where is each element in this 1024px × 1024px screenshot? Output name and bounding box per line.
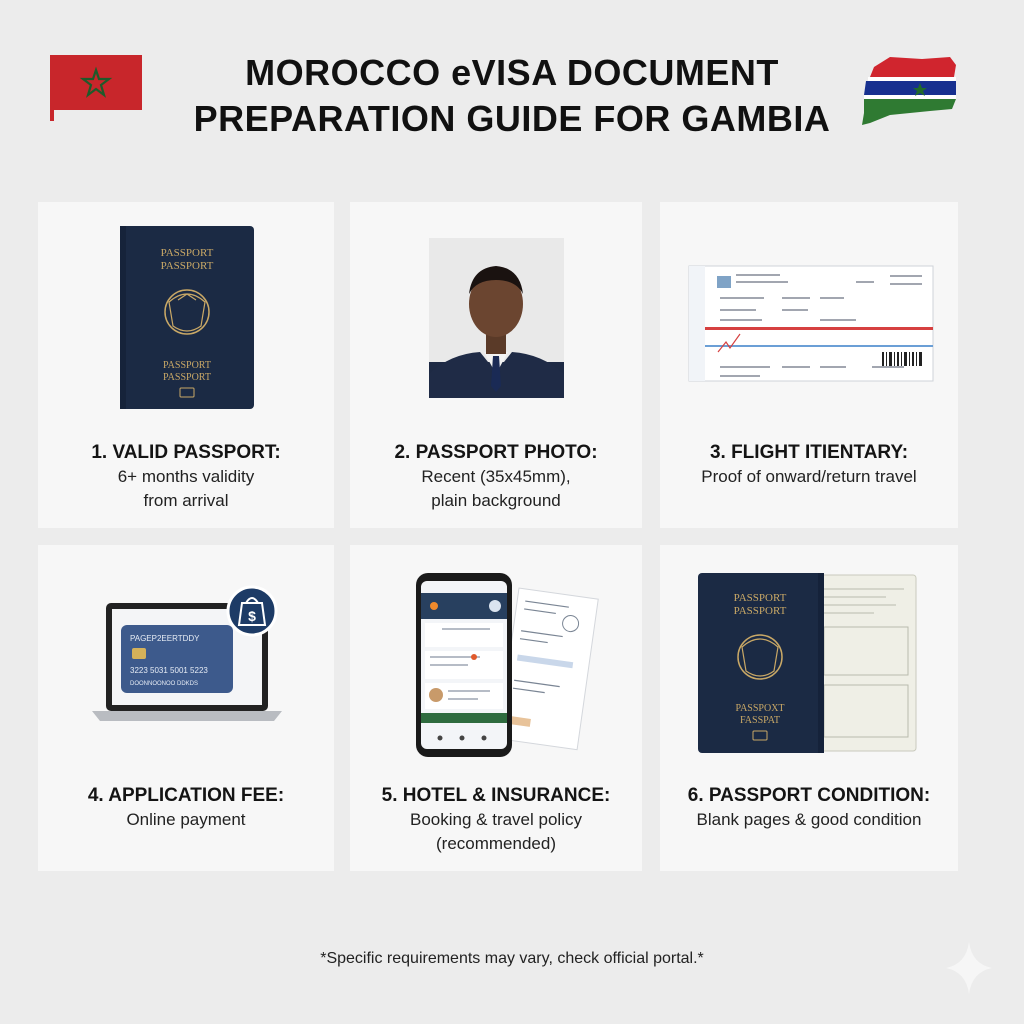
- title-line-2: PREPARATION GUIDE FOR GAMBIA: [193, 98, 831, 139]
- card-desc-line-1: Blank pages & good condition: [696, 810, 922, 829]
- card-text-1: PAGEP2EERTDDY: [130, 634, 200, 643]
- card-desc-line-2: from arrival: [143, 491, 229, 510]
- card-hotel-insurance: [350, 545, 642, 871]
- passport-text-2: PASSPORT: [160, 260, 214, 272]
- sparkle-icon: [944, 940, 994, 996]
- card-heading: 1. VALID PASSPORT:: [91, 442, 281, 463]
- card-description: [38, 465, 334, 513]
- card-valid-passport: [38, 202, 334, 528]
- card-heading: 4. APPLICATION FEE:: [87, 785, 285, 806]
- footnote: *Specific requirements may vary, check official portal.*: [320, 950, 704, 967]
- card-passport-photo: [350, 202, 642, 528]
- card-desc-line-1: Booking & travel policy: [410, 810, 582, 829]
- gambia-map-flag-icon: [860, 55, 960, 127]
- phone-booking-icon: [350, 545, 642, 765]
- card-description: [350, 808, 642, 856]
- passport-text-4: PASSPORT: [163, 372, 211, 383]
- passport-icon: [38, 202, 334, 422]
- passport-text-4: FASSPAT: [739, 715, 781, 726]
- card-heading: 3. FLIGHT ITIENTARY:: [709, 442, 909, 463]
- card-text-3: DOONNOONOO DDKDS: [130, 681, 199, 687]
- card-text-2: 3223 5031 5001 5223: [130, 666, 208, 675]
- card-desc-line-1: 6+ months validity: [117, 467, 255, 486]
- card-description: [660, 808, 958, 832]
- card-flight-itinerary: [660, 202, 958, 528]
- card-desc-line-1: Online payment: [126, 810, 246, 829]
- flight-ticket-icon: [660, 202, 958, 422]
- card-description: [350, 465, 642, 513]
- card-application-fee: [38, 545, 334, 871]
- open-passport-icon: [660, 545, 958, 765]
- passport-text-2: PASSPORT: [733, 605, 787, 617]
- morocco-flag-icon: [50, 55, 142, 121]
- card-desc-line-2: (recommended): [436, 834, 556, 853]
- portrait-photo-icon: [350, 202, 642, 422]
- passport-text-1: PASSPORT: [733, 592, 787, 604]
- svg-text:$: $: [248, 608, 256, 624]
- card-desc-line-1: Proof of onward/return travel: [701, 467, 917, 486]
- card-passport-condition: [660, 545, 958, 871]
- title-line-1: MOROCCO eVISA DOCUMENT: [245, 52, 779, 93]
- laptop-credit-card-icon: [38, 545, 334, 765]
- passport-text-1: PASSPORT: [160, 247, 214, 259]
- card-heading: 5. HOTEL & INSURANCE:: [381, 785, 611, 806]
- card-description: [660, 465, 958, 489]
- card-heading: 2. PASSPORT PHOTO:: [394, 442, 598, 463]
- card-desc-line-1: Recent (35x45mm),: [421, 467, 571, 486]
- passport-text-3: PASSPOXT: [735, 703, 785, 714]
- card-desc-line-2: plain background: [431, 491, 561, 510]
- passport-text-3: PASSPORT: [163, 360, 211, 371]
- card-heading: 6. PASSPORT CONDITION:: [687, 785, 931, 806]
- page-title: [150, 50, 874, 142]
- card-description: [38, 808, 334, 832]
